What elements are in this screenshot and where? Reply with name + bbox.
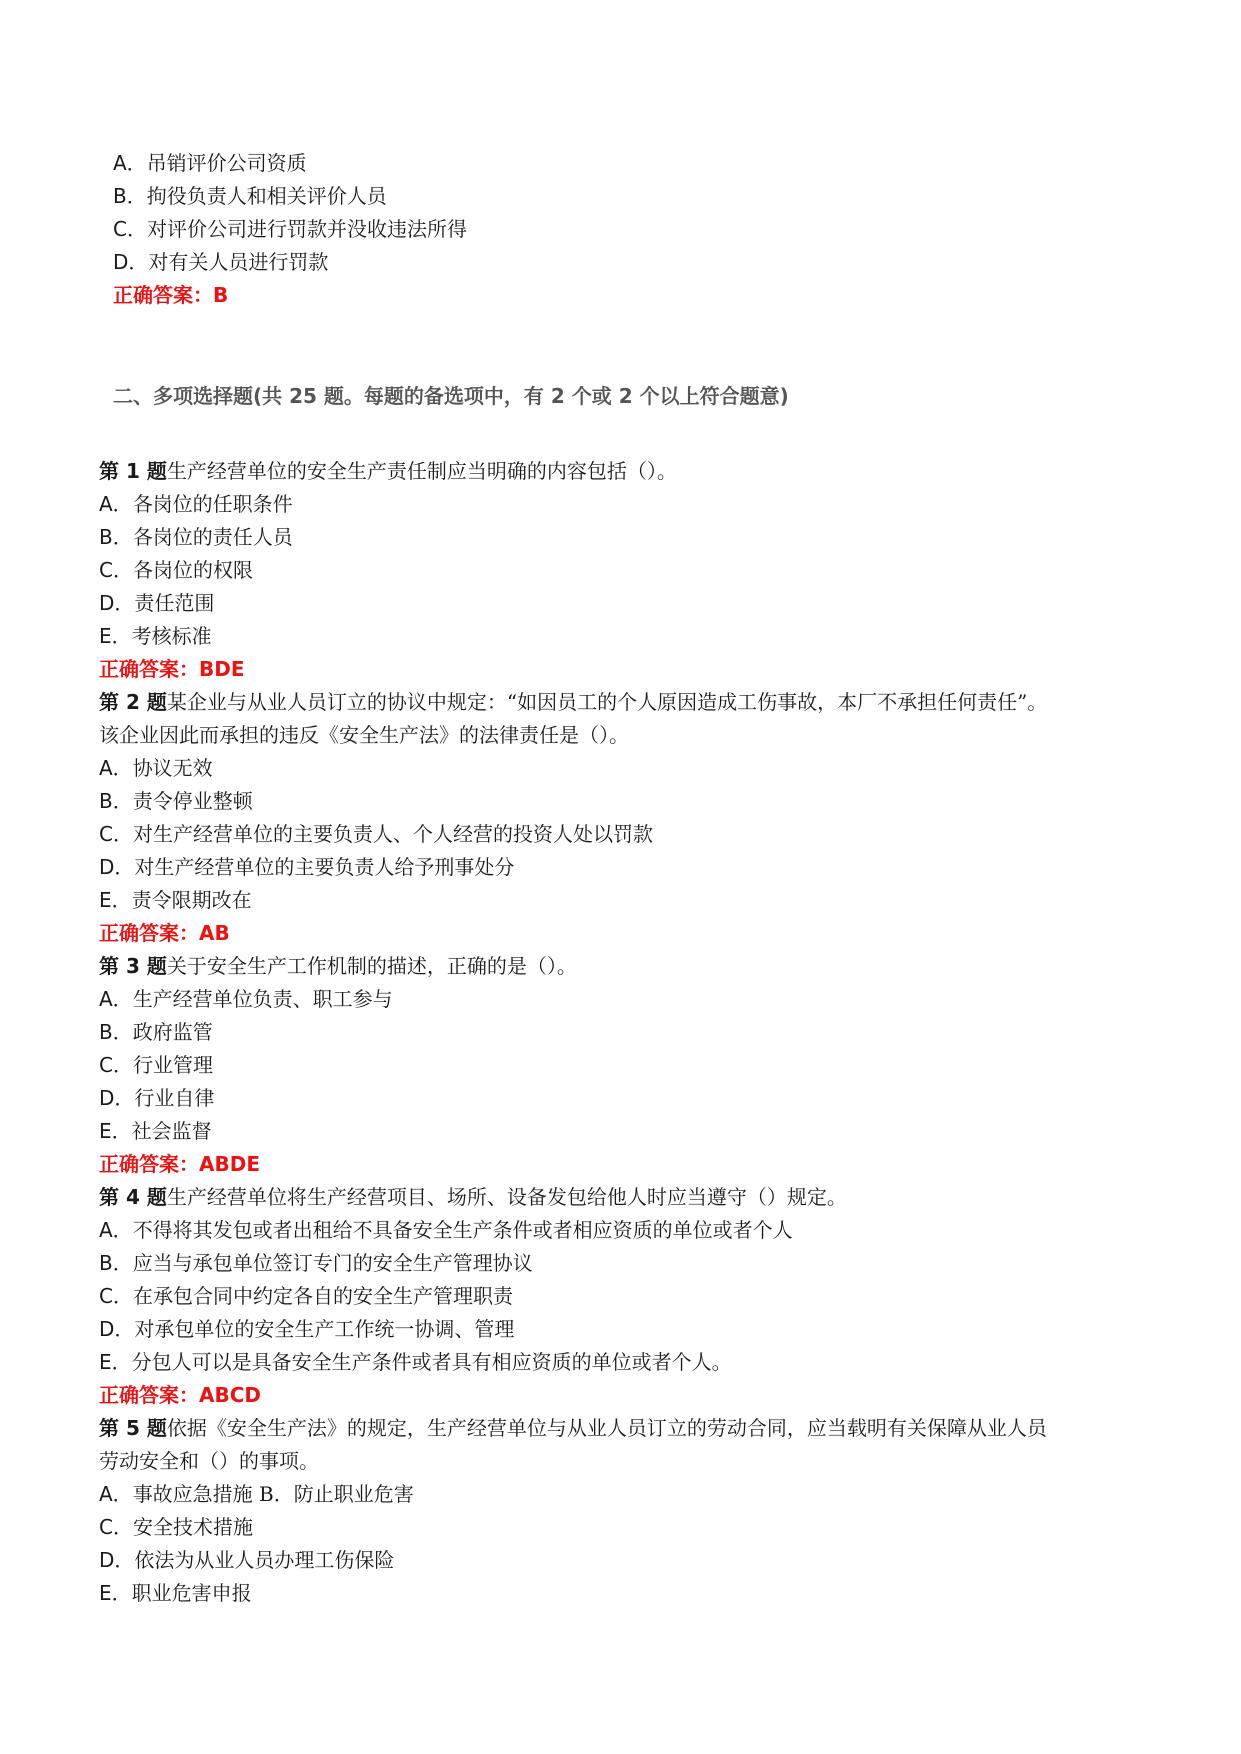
option-text: 责令限期改在	[131, 888, 252, 912]
option-a	[99, 986, 393, 1012]
option-letter: D．	[99, 591, 135, 615]
question-text: 依据《安全生产法》的规定，生产经营单位与从业人员订立的劳动合同，应当载明有关保障从业人员	[166, 1416, 1047, 1440]
correct-answer: 正确答案：ABDE	[99, 1152, 260, 1176]
option-e	[99, 1118, 212, 1144]
option-text: 吊销评价公司资质	[146, 151, 307, 175]
correct-answer: 正确答案：ABCD	[99, 1383, 262, 1407]
option-letter: D．	[99, 1317, 135, 1341]
option-letter: A．	[99, 987, 133, 1011]
question-stem	[99, 458, 677, 484]
option-letter: B．	[99, 789, 133, 813]
question-text: 某企业与从业人员订立的协议中规定：“如因员工的个人原因造成工伤事故，本厂不承担任何责任”。	[166, 690, 1048, 714]
option-letter: C．	[113, 217, 147, 241]
option-text: 依法为从业人员办理工伤保险	[134, 1548, 395, 1572]
question-stem-continued: 该企业因此而承担的违反《安全生产法》的法律责任是（）。	[99, 723, 629, 747]
option-d	[99, 1085, 214, 1111]
option-text: 社会监督	[131, 1119, 212, 1143]
option-letter: E．	[99, 624, 132, 648]
option-letter: A．	[99, 756, 133, 780]
option-text: 不得将其发包或者出租给不具备安全生产条件或者相应资质的单位或者个人	[132, 1218, 793, 1242]
option-e	[99, 1580, 252, 1606]
option-text: 各岗位的责任人员	[132, 525, 293, 549]
question-stem	[99, 953, 577, 979]
option-c	[99, 1514, 253, 1540]
option-letter: B．	[99, 1251, 133, 1275]
correct-answer: 正确答案：BDE	[99, 657, 245, 681]
option-e	[99, 623, 212, 649]
option-letter: A．	[99, 1218, 133, 1242]
option-letter: C．	[99, 1053, 133, 1077]
option-text: 责令停业整顿	[132, 789, 253, 813]
option-text: 应当与承包单位签订专门的安全生产管理协议	[132, 1251, 533, 1275]
option-letter: B．	[99, 525, 133, 549]
question-number: 第 5 题	[99, 1416, 167, 1440]
option-c	[99, 1283, 513, 1309]
question-text: 关于安全生产工作机制的描述，正确的是（）。	[166, 954, 577, 978]
option-letter: D．	[99, 1548, 135, 1572]
option-text: 生产经营单位负责、职工参与	[132, 987, 393, 1011]
option-text: 对承包单位的安全生产工作统一协调、管理	[134, 1317, 515, 1341]
option-text: 对生产经营单位的主要负责人给予刑事处分	[134, 855, 515, 879]
option-text: 对生产经营单位的主要负责人、个人经营的投资人处以罚款	[132, 822, 653, 846]
option-e	[99, 887, 252, 913]
option-letter: A．	[99, 1482, 133, 1506]
question-number: 第 2 题	[99, 690, 167, 714]
option-text: 考核标准	[131, 624, 212, 648]
question-text: 生产经营单位将生产经营项目、场所、设备发包给他人时应当遵守（）规定。	[166, 1185, 847, 1209]
question-text: 生产经营单位的安全生产责任制应当明确的内容包括（）。	[166, 459, 677, 483]
option-letter: C．	[99, 1515, 133, 1539]
option-letter: D．	[99, 855, 135, 879]
option-b	[113, 183, 387, 209]
option-letter: C．	[99, 822, 133, 846]
option-d	[99, 1547, 394, 1573]
option-text: 事故应急措施 B．防止职业危害	[132, 1482, 414, 1506]
option-b	[99, 788, 253, 814]
option-letter: B．	[99, 1020, 133, 1044]
correct-answer: 正确答案：B	[113, 283, 229, 307]
question-stem-continued: 劳动安全和（）的事项。	[99, 1449, 319, 1473]
option-text: 拘役负责人和相关评价人员	[146, 184, 387, 208]
option-text: 责任范围	[134, 591, 215, 615]
option-e	[99, 1349, 732, 1375]
option-text: 对评价公司进行罚款并没收违法所得	[146, 217, 467, 241]
question-stem	[99, 1415, 1047, 1441]
option-a	[113, 150, 307, 176]
option-text: 行业管理	[132, 1053, 213, 1077]
option-d	[99, 854, 514, 880]
option-c	[99, 557, 253, 583]
question-number: 第 3 题	[99, 954, 167, 978]
option-letter: E．	[99, 1119, 132, 1143]
option-c	[99, 1052, 213, 1078]
option-c	[99, 821, 653, 847]
option-letter: B．	[113, 184, 147, 208]
option-text: 职业危害申报	[131, 1581, 252, 1605]
option-a	[99, 1481, 414, 1507]
option-letter: E．	[99, 888, 132, 912]
option-letter: A．	[99, 492, 133, 516]
option-letter: C．	[99, 1284, 133, 1308]
question-stem	[99, 689, 1047, 715]
option-text: 分包人可以是具备安全生产条件或者具有相应资质的单位或者个人。	[131, 1350, 732, 1374]
option-text: 在承包合同中约定各自的安全生产管理职责	[132, 1284, 513, 1308]
option-letter: C．	[99, 558, 133, 582]
option-letter: E．	[99, 1581, 132, 1605]
question-stem	[99, 1184, 847, 1210]
question-number: 第 1 题	[99, 459, 167, 483]
option-d	[99, 1316, 514, 1342]
option-a	[99, 491, 293, 517]
option-c	[113, 216, 467, 242]
option-a	[99, 1217, 793, 1243]
option-text: 安全技术措施	[132, 1515, 253, 1539]
option-a	[99, 755, 213, 781]
option-b	[99, 524, 293, 550]
option-text: 各岗位的任职条件	[132, 492, 293, 516]
option-d	[113, 249, 328, 275]
option-text: 协议无效	[132, 756, 213, 780]
option-b	[99, 1019, 213, 1045]
option-text: 对有关人员进行罚款	[148, 250, 329, 274]
option-letter: D．	[99, 1086, 135, 1110]
option-letter: A．	[113, 151, 147, 175]
option-d	[99, 590, 214, 616]
question-number: 第 4 题	[99, 1185, 167, 1209]
option-b	[99, 1250, 533, 1276]
correct-answer: 正确答案：AB	[99, 921, 230, 945]
option-text: 行业自律	[134, 1086, 215, 1110]
option-text: 各岗位的权限	[132, 558, 253, 582]
option-text: 政府监管	[132, 1020, 213, 1044]
option-letter: D．	[113, 250, 149, 274]
section-title: 二、多项选择题(共 25 题。每题的备选项中，有 2 个或 2 个以上符合题意)	[113, 384, 789, 408]
option-letter: E．	[99, 1350, 132, 1374]
